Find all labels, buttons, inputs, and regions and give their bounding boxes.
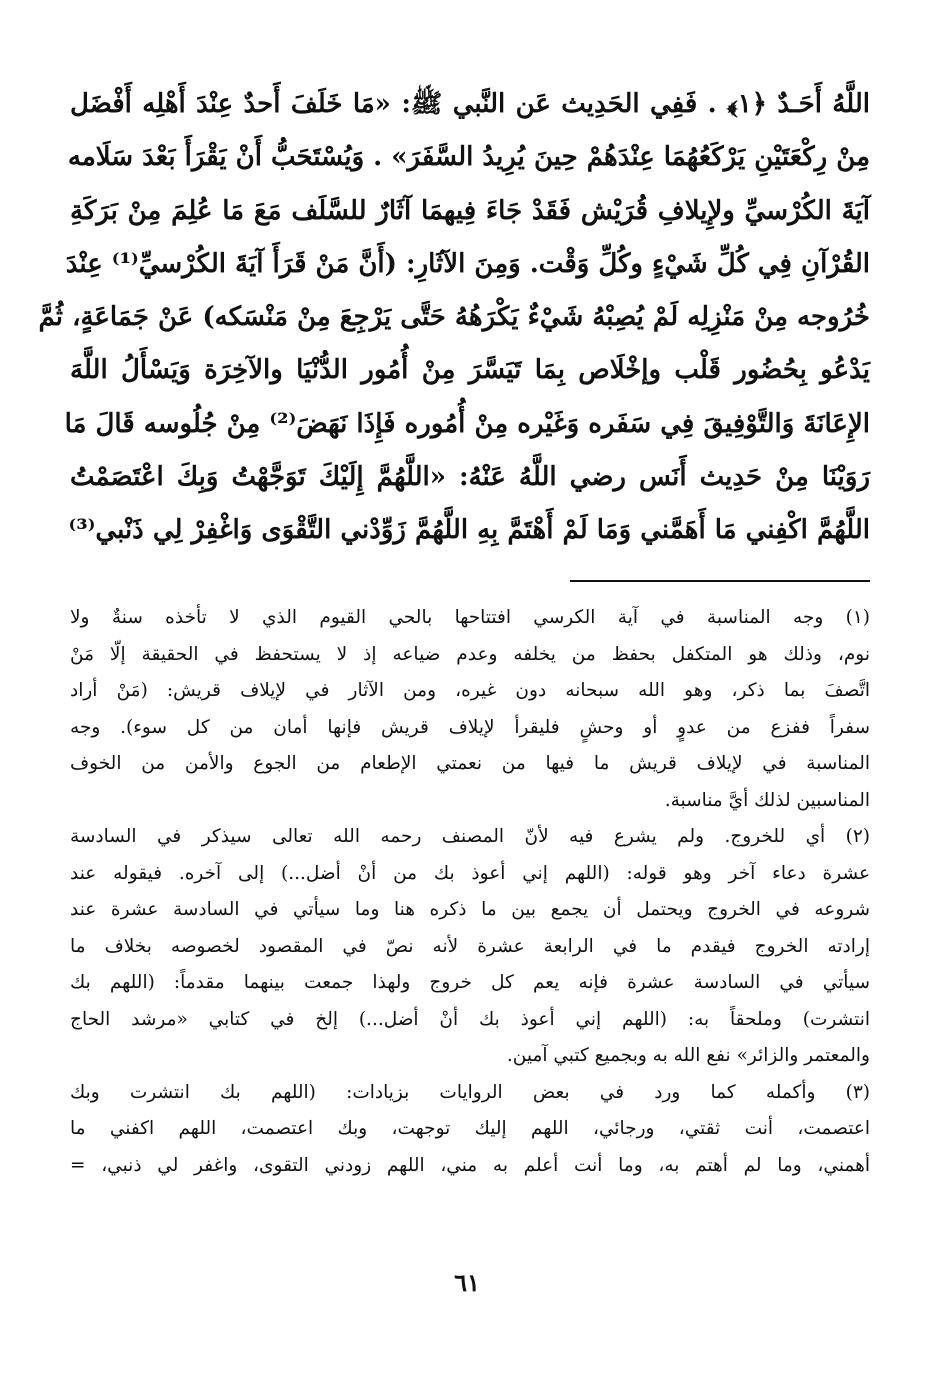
footnote-line: (١) وجه المناسبة في آية الكرسي افتتاحها بالحي القيوم الذي لا تأخذه سنةٌ ولا (70, 607, 870, 628)
footnote-line: انتشرت) وملحقاً به: (اللهم إني أعوذ بك أنْ أضل...) إلخ في كتابي «مرشد الحاج (70, 1008, 870, 1030)
footnote-line: والمعتمر والزائر» نفع الله به وبجميع كتبي آمين. (506, 1045, 870, 1066)
footnote-line: نوم، وذلك هو المتكفل بحفظ من يخلفه وعدم ضياعه إذ لا يستحفظ في الحقيقة إلّا مَنْ (70, 643, 870, 665)
footnote-line: سيأتي في السادسة عشرة فإنه يعم كل خروج ولهذا جمعت بينهما مقدماً: (اللهم بك (70, 972, 870, 993)
footnote-separator (570, 580, 870, 582)
main-line: مِنْ رِكْعَتَيْنِ يَرْكَعُهُمَا عِنْدَهُمْ حِينَ يُرِيدُ السَّفَرَ» . وَيُسْتَحَبُّ أَنْ يَقْرَأَ بَعْدَ سَلَامه (67, 142, 870, 173)
footnotes (70, 600, 870, 1184)
footnote-3 (70, 1075, 870, 1185)
footnote-line: عشرة دعاء آخر وهو قوله: (اللهم إني أعوذ بك من أنْ أضل...) إلى آخره. فيقوله عند (70, 862, 870, 884)
footnote-line: (٢) أي للخروج. ولم يشرع فيه لأنّ المصنف رحمه الله تعالى سيذكر في السادسة (70, 826, 870, 847)
page-number: ٦١ (454, 1268, 480, 1297)
footnote-line: أهمني، وما لم أهتم به، وما أنت أعلم به مني، اللهم زودني التقوى، واغفر لي ذنبي، = (70, 1154, 870, 1176)
main-line: يَدْعُو بِحُضُور قَلْب وإخْلَاص بِمَا تَيَسَّرَ مِنْ أُمُور الدُّنْيَا والآخِرَة وَيَسْأَلُ اللَّهَ (70, 355, 870, 386)
footnote-line: سفراً ففزع من عدوٍ أو وحشٍ فليقرأ لإيلاف قريش فإنها أمان من كل سوء). وجه (70, 716, 870, 738)
main-line: خُرُوجه مِنْ مَنْزِلِه لَمْ يُصِبْهُ شَيْءٌ يَكْرَهُهُ حَتَّى يَرْجِعَ مِنْ مَنْسَكه) عَنْ جَمَاعَةٍ، ثُمَّ (38, 302, 870, 333)
main-text (38, 78, 871, 558)
footnote-line: شروعه في الخروج ويحتمل أن يجمع بين ما ذكره هنا وما سيأتي في السادسة عشرة عند (70, 899, 870, 920)
main-line: القُرْآنِ فِي كُلِّ شَيْءٍ وكُلِّ وَقْت. وَمِنَ الآثَارِ: (أَنَّ مَنْ قَرَأَ آيَةَ الكُرْسيِّ⁽¹⁾ عِنْدَ (65, 248, 870, 279)
footnote-line: (٣) وأكمله كما ورد في بعض الروايات بزيادات: (اللهم بك انتشرت وبك (70, 1081, 870, 1103)
main-line: رَوَيْنَا مِنْ حَدِيث أَنَس رضي اللَّهُ عَنْهُ: «اللَّهُمَّ إِلَيْكَ تَوَجَّهْتُ وَبِكَ اعْتَصَمْتُ (70, 462, 871, 493)
footnote-line: المناسبة في لإيلاف قريش ما فيها من نعمتي الإطعام من الجوع والأمن من الخوف (70, 753, 870, 774)
main-line: آيَةَ الكُرْسيِّ ولإِيلافِ قُرَيْش فَقَدْ جَاءَ فِيهمَا آثَارٌ للسَّلَف مَعَ مَا عُلِمَ مِنْ بَرَكَةِ (70, 195, 870, 226)
footnote-line: المناسبين لذلك أيَّ مناسبة. (664, 789, 870, 811)
main-line: اللَّهُمَّ اكْفِني مَا أَهَمَّني وَمَا لَمْ أَهْتَمَّ بِهِ اللَّهُمَّ زَوِّدْني التَّقْوَى وَاغْفِرْ لِي ذَنْبي⁽³⁾ (68, 515, 870, 546)
main-line: الإِعَانَةَ وَالتَّوْفِيقَ فِي سَفَره وَغَيْره مِنْ أُمُوره فَإِذَا نَهَضَ⁽²⁾ مِنْ جُلُوسه قَالَ مَا (64, 408, 870, 439)
footnote-line: اتَّصفَ بما ذكر، وهو الله سبحانه دون غيره، ومن الآثار في لإيلاف قريش: (مَنْ أراد (70, 680, 870, 701)
footnote-line: إرادته الخروج فيقدم ما في الرابعة عشرة لأنه نصّ في المقصود لخصوصه بخلاف ما (70, 935, 870, 957)
footnote-line: اعتصمت، أنت ثقتي، ورجائي، اللهم إليك توجهت، وبك اعتصمت، اللهم اكفني ما (70, 1118, 870, 1139)
footnote-1 (70, 600, 870, 819)
footnote-2 (70, 819, 870, 1075)
main-line: اللَّهُ أَحَـدٌ ﴿١﴾ . فَفِي الحَدِيث عَن النَّبي ﷺ: «مَا خَلَفَ أَحدٌ عِنْدَ أَهْلِه أَفْضَل (70, 89, 871, 119)
